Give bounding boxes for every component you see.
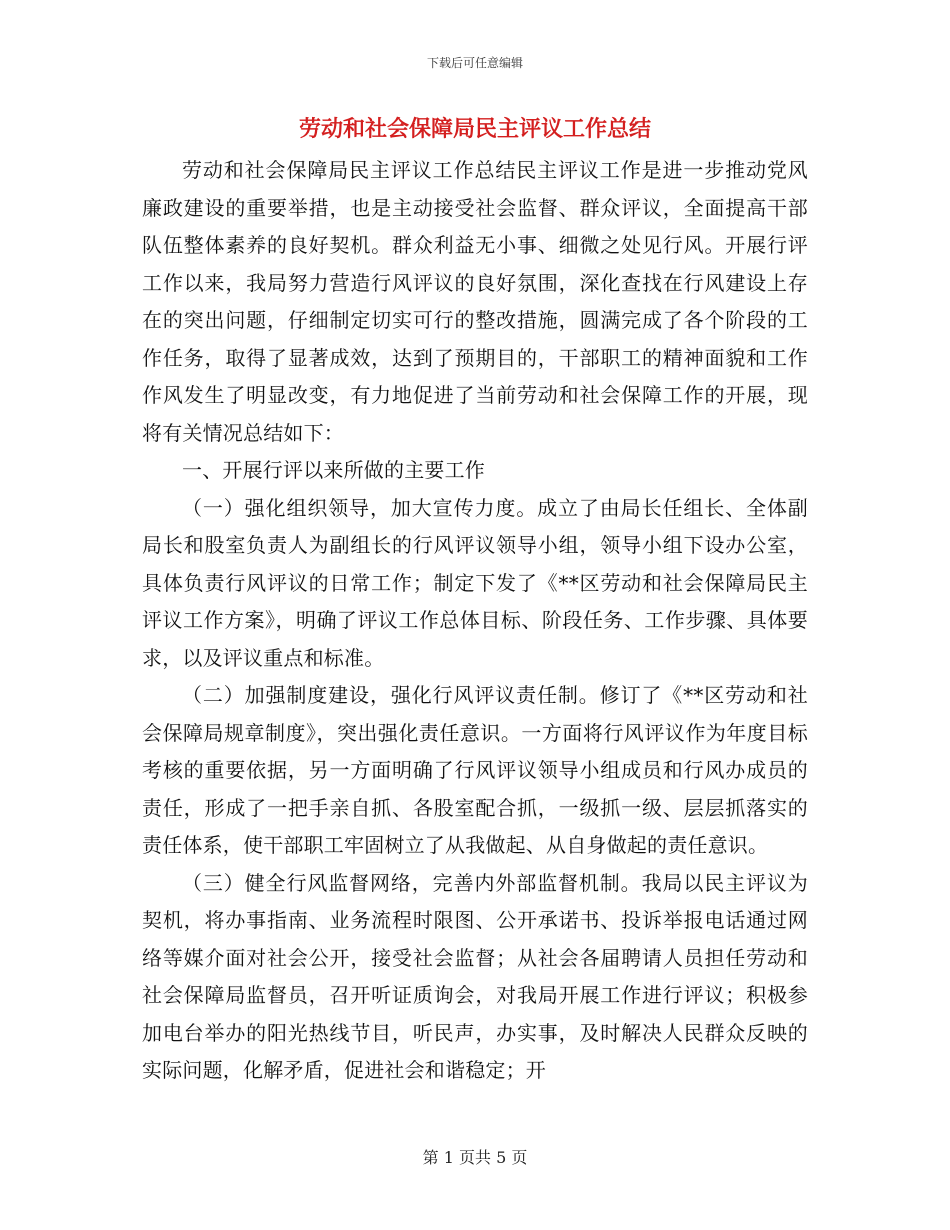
document-body — [142, 152, 808, 1090]
item-paragraph-1: （一）强化组织领导，加大宣传力度。成立了由局长任组长、全体副局长和股室负责人为副组长的行风评议领导小组，领导小组下设办公室，具体负责行风评议的日常工作；制定下发了《**区劳动和社会保障局民主评议工作方案》，明确了评议工作总体目标、阶段任务、工作步骤、具体要求，以及评议重点和标准。 — [142, 495, 808, 670]
intro-paragraph: 劳动和社会保障局民主评议工作总结民主评议工作是进一步推动党风廉政建设的重要举措，也是主动接受社会监督、群众评议，全面提高干部队伍整体素养的良好契机。群众利益无小事、细微之处见行风。开展行评工作以来，我局努力营造行风评议的良好氛围，深化查找在行风建设上存在的突出问题，仔细制定切实可行的整改措施，圆满完成了各个阶段的工作任务，取得了显著成效，达到了预期目的，干部职工的精神面貌和工作作风发生了明显改变，有力地促进了当前劳动和社会保障工作的开展，现将有关情况总结如下： — [142, 158, 808, 445]
page-number: 第 1 页共 5 页 — [422, 1148, 528, 1167]
item-paragraph-3: （三）健全行风监督网络，完善内外部监督机制。我局以民主评议为契机，将办事指南、业务流程时限图、公开承诺书、投诉举报电话通过网络等媒介面对社会公开，接受社会监督；从社会各届聘请人员担任劳动和社会保障局监督员，召开听证质询会，对我局开展工作进行评议；积极参加电台举办的阳光热线节目，听民声，办实事，及时解决人民群众反映的实际问题，化解矛盾，促进社会和谐稳定；开 — [142, 870, 808, 1082]
item-paragraph-2: （二）加强制度建设，强化行风评议责任制。修订了《**区劳动和社会保障局规章制度》，突出强化责任意识。一方面将行风评议作为年度目标考核的重要依据，另一方面明确了行风评议领导小组成员和行风办成员的责任，形成了一把手亲自抓、各股室配合抓，一级抓一级、层层抓落实的责任体系，使干部职工牢固树立了从我做起、从自身做起的责任意识。 — [142, 683, 808, 857]
section-heading: 一、开展行评以来所做的主要工作 — [182, 458, 485, 482]
document-title: 劳动和社会保障局民主评议工作总结 — [298, 116, 651, 142]
download-note: 下载后可任意编辑 — [426, 56, 523, 70]
